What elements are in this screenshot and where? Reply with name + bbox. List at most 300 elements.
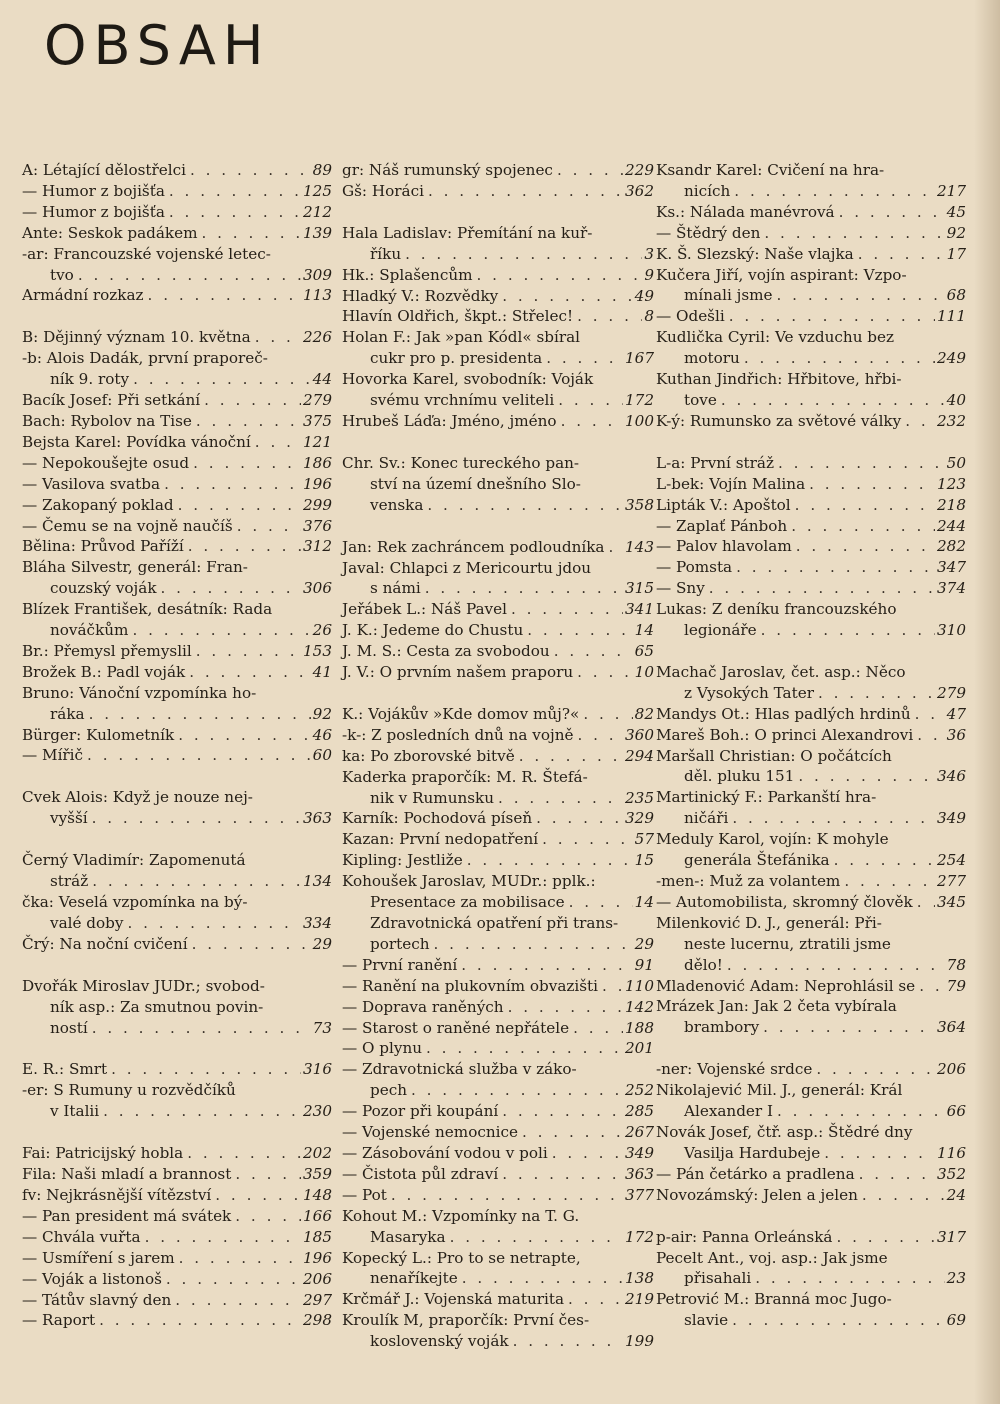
entry-line	[656, 725, 966, 746]
leader-dots	[830, 850, 935, 871]
page-number: 279	[937, 683, 966, 702]
page-number: 46	[312, 725, 332, 744]
entry-line	[656, 495, 966, 516]
entry-text: brambory	[684, 1018, 760, 1037]
entry-line	[656, 1310, 966, 1331]
leader-dots	[855, 1164, 935, 1185]
entry-text: Černý Vladimír: Zapomenutá	[22, 851, 246, 870]
page-number: 212	[303, 202, 332, 221]
leader-dots	[523, 620, 632, 641]
index-entry	[342, 871, 654, 892]
index-entry	[342, 265, 654, 286]
entry-line	[656, 516, 966, 537]
entry-line	[22, 432, 332, 453]
entry-text: — Palov hlavolam	[656, 537, 792, 556]
leader-dots	[185, 662, 310, 683]
entry-line	[22, 1101, 332, 1122]
entry-line	[22, 1185, 332, 1206]
entry-text: K. Š. Slezský: Naše vlajka	[656, 244, 854, 263]
leader-dots	[188, 934, 311, 955]
entry-text: Milenković D. J., generál: Při-	[656, 913, 882, 932]
entry-line	[22, 285, 332, 306]
entry-text: Hrubeš Láďa: Jméno, jméno	[342, 411, 557, 430]
entry-text: koslovenský voják	[370, 1332, 509, 1351]
entry-line	[342, 286, 654, 307]
entry-text: nováčkům	[50, 621, 129, 640]
entry-line	[342, 306, 654, 327]
page-number: 196	[303, 474, 332, 493]
leader-dots	[123, 913, 301, 934]
entry-text: — Tátův slavný den	[22, 1290, 172, 1309]
entry-text: ničáři	[684, 809, 729, 828]
leader-dots	[88, 871, 301, 892]
index-entry	[656, 662, 966, 704]
entry-text: Maršall Christian: O počátcích	[656, 746, 892, 765]
index-entry	[342, 641, 654, 662]
entry-text: Hladký V.: Rozvědky	[342, 286, 499, 305]
entry-text: svému vrchnímu veliteli	[370, 391, 555, 410]
entry-text: Javal: Chlapci z Mericourtu jdou	[342, 558, 592, 577]
entry-line	[342, 1289, 654, 1310]
entry-text: vyšší	[50, 809, 88, 828]
entry-text: — Sny	[656, 579, 705, 598]
leader-dots	[192, 411, 301, 432]
entry-text: — Humor z bojišťa	[22, 202, 165, 221]
entry-line	[22, 892, 332, 913]
index-entry	[656, 244, 966, 265]
page-number: 10	[634, 663, 654, 682]
page-number: 26	[312, 621, 332, 640]
entry-line	[342, 1122, 654, 1143]
entry-text: — Pan president má svátek	[22, 1206, 232, 1225]
entry-text: Armádní rozkaz	[22, 286, 144, 305]
index-entry	[22, 1227, 332, 1248]
section-gap	[22, 955, 332, 976]
index-entry	[342, 829, 654, 850]
leader-dots	[183, 1143, 301, 1164]
entry-line	[656, 160, 966, 181]
page-number: 375	[303, 411, 332, 430]
index-entry	[656, 516, 966, 537]
entry-line	[342, 1038, 654, 1059]
entry-text: Brožek B.: Padl voják	[22, 662, 186, 681]
entry-text: Črý: Na noční cvičení	[22, 934, 188, 953]
index-entry	[342, 411, 654, 432]
entry-text: B: Dějinný význam 10. května	[22, 328, 251, 347]
entry-text: Ante: Seskok padákem	[22, 223, 198, 242]
entry-line	[656, 369, 966, 390]
entry-line	[342, 850, 654, 871]
entry-text: -er: S Rumuny u rozvědčíků	[22, 1081, 236, 1100]
index-entry	[342, 1101, 654, 1122]
page-number: 341	[625, 600, 654, 619]
leader-dots	[231, 1164, 301, 1185]
index-entry	[22, 390, 332, 411]
entry-text: Chr. Sv.: Konec tureckého pan-	[342, 453, 580, 472]
index-entry	[656, 453, 966, 474]
entry-text: — Usmíření s jarem	[22, 1248, 175, 1267]
entry-text: Lukas: Z deníku francouzského	[656, 600, 897, 619]
index-entry	[342, 725, 654, 746]
index-entry	[656, 495, 966, 516]
entry-line	[656, 557, 966, 578]
entry-text: Bürger: Kulometník	[22, 725, 175, 744]
index-entry	[342, 767, 654, 809]
entry-text: venska	[370, 495, 424, 514]
page-number: 294	[625, 746, 654, 765]
index-entry	[342, 955, 654, 976]
page-number: 346	[937, 767, 966, 786]
leader-dots	[723, 955, 945, 976]
index-entry	[342, 1289, 654, 1310]
leader-dots	[579, 704, 632, 725]
index-entry	[656, 1164, 966, 1185]
page-number: 186	[303, 453, 332, 472]
leader-dots	[751, 1268, 944, 1289]
entry-line	[22, 745, 332, 766]
entry-text: tove	[684, 390, 717, 409]
entry-line	[342, 913, 654, 934]
index-entry	[656, 1289, 966, 1331]
entry-line	[22, 1080, 332, 1101]
entry-line	[22, 725, 332, 746]
leader-dots	[569, 1018, 623, 1039]
leader-dots	[548, 1143, 623, 1164]
index-entry	[22, 1269, 332, 1290]
page-number: 254	[937, 851, 966, 870]
page-number: 57	[634, 830, 654, 849]
page-number: 188	[625, 1018, 654, 1037]
leader-dots	[175, 1248, 301, 1269]
leader-dots	[538, 829, 633, 850]
entry-text: Pecelt Ant., voj. asp.: Jak jsme	[656, 1248, 888, 1267]
entry-text: — Chvála vuřta	[22, 1227, 141, 1246]
entry-text: gr: Náš rumunský spojenec	[342, 161, 553, 179]
entry-text: — Pán četárko a pradlena	[656, 1164, 855, 1183]
entry-text: -b: Alois Dadák, první praporeč-	[22, 349, 268, 368]
entry-text: K-ý: Rumunsko za světové války	[656, 411, 902, 430]
page-number: 14	[634, 893, 654, 912]
entry-text: z Vysokých Tater	[684, 683, 814, 702]
entry-line	[656, 1059, 966, 1080]
index-column-1	[22, 160, 332, 1331]
entry-line	[656, 746, 966, 767]
page-number: 232	[937, 411, 966, 430]
entry-line	[656, 181, 966, 202]
entry-text: Jan: Rek zachráncem podloudníka	[342, 537, 605, 556]
entry-line	[22, 871, 332, 892]
leader-dots	[107, 1059, 301, 1080]
entry-text: J. K.: Jedeme do Chustu	[342, 621, 524, 640]
entry-text: Mandys Ot.: Hlas padlých hrdinů	[656, 704, 911, 723]
page-number: 47	[946, 704, 966, 723]
page-number: 66	[946, 1102, 966, 1121]
leader-dots	[88, 1018, 311, 1039]
index-entry	[342, 913, 654, 955]
page-edge-shadow	[974, 0, 1000, 1404]
entry-line	[22, 202, 332, 223]
entry-line	[342, 746, 654, 767]
entry-text: Hovorka Karel, svobodník: Voják	[342, 370, 594, 389]
leader-dots	[507, 599, 623, 620]
entry-line	[342, 1248, 654, 1269]
entry-text: generála Štefánika	[684, 851, 830, 870]
leader-dots	[840, 871, 935, 892]
index-entry	[342, 746, 654, 767]
index-entry	[22, 1080, 332, 1122]
index-entry	[22, 976, 332, 1039]
leader-dots	[728, 808, 935, 829]
leader-dots	[598, 976, 623, 997]
entry-text: stráž	[50, 872, 89, 891]
entry-text: Alexander I	[684, 1102, 774, 1121]
entry-text: v Italii	[50, 1102, 100, 1121]
leader-dots	[192, 641, 301, 662]
entry-text: Kučera Jiří, vojín aspirant: Vzpo-	[656, 265, 907, 284]
entry-line	[22, 787, 332, 808]
entry-text: Jeřábek L.: Náš Pavel	[342, 600, 507, 619]
leader-dots	[407, 1080, 623, 1101]
entry-line	[342, 1143, 654, 1164]
entry-text: valé doby	[50, 913, 124, 932]
entry-text: fv: Nejkrásnější vítězství	[22, 1185, 212, 1204]
leader-dots	[162, 1269, 301, 1290]
leader-dots	[730, 181, 935, 202]
entry-text: — Doprava raněných	[342, 997, 504, 1016]
leader-dots	[573, 306, 642, 327]
entry-line	[656, 850, 966, 871]
entry-line	[656, 327, 966, 348]
entry-line	[22, 1310, 332, 1331]
entry-line	[22, 348, 332, 369]
page-number: 244	[937, 516, 966, 535]
entry-text: Holan F.: Jak »pan Kódl« sbíral	[342, 328, 581, 347]
entry-line	[656, 223, 966, 244]
entry-line	[342, 327, 654, 348]
entry-line	[342, 1164, 654, 1185]
entry-text: L-bek: Vojín Malina	[656, 474, 806, 493]
entry-line	[656, 704, 966, 725]
entry-text: — Vasilova svatba	[22, 474, 161, 493]
leader-dots	[901, 411, 935, 432]
leader-dots	[553, 160, 623, 181]
page-number: 36	[946, 725, 966, 744]
entry-line	[22, 1143, 332, 1164]
index-entry	[22, 348, 332, 390]
page-number: 50	[946, 453, 966, 472]
entry-line	[342, 997, 654, 1018]
leader-dots	[463, 850, 633, 871]
entry-line	[342, 1331, 654, 1352]
entry-line	[656, 996, 966, 1017]
leader-dots	[604, 537, 623, 558]
leader-dots	[423, 495, 623, 516]
leader-dots	[99, 1101, 301, 1122]
section-gap	[656, 641, 966, 662]
leader-dots	[446, 1227, 623, 1248]
page-number: 143	[625, 537, 654, 556]
page-number: 306	[303, 579, 332, 598]
page-number: 65	[634, 642, 654, 661]
entry-line	[656, 578, 966, 599]
page-number: 14	[634, 621, 654, 640]
entry-line	[656, 1227, 966, 1248]
index-entry	[22, 223, 332, 244]
entry-line	[342, 223, 654, 244]
entry-text: s námi	[370, 579, 421, 598]
entry-line	[22, 369, 332, 390]
index-entry	[656, 704, 966, 725]
entry-text: — Štědrý den	[656, 223, 761, 242]
page-number: 352	[937, 1164, 966, 1183]
index-entry	[22, 285, 332, 306]
entry-text: čka: Veselá vzpomínka na bý-	[22, 893, 248, 911]
index-entry	[22, 641, 332, 662]
index-entry	[22, 725, 332, 746]
page-number: 172	[625, 391, 654, 410]
page-number: 24	[946, 1185, 966, 1204]
page-number: 153	[303, 641, 332, 660]
index-entry	[656, 327, 966, 369]
leader-dots	[401, 244, 642, 265]
entry-line	[22, 557, 332, 578]
entry-text: Bělina: Průvod Paříží	[22, 537, 184, 556]
entry-line	[656, 766, 966, 787]
index-entry	[342, 558, 654, 600]
leader-dots	[812, 1059, 935, 1080]
entry-line	[22, 1248, 332, 1269]
leader-dots	[421, 578, 623, 599]
index-entry	[22, 1290, 332, 1311]
index-entry	[22, 934, 332, 955]
entry-text: ník 9. roty	[50, 370, 130, 389]
leader-dots	[725, 306, 935, 327]
page-number: 202	[303, 1144, 332, 1163]
index-entry	[22, 1206, 332, 1227]
entry-line	[342, 767, 654, 788]
page-number: 116	[937, 1143, 966, 1162]
leader-dots	[740, 348, 935, 369]
leader-dots	[791, 495, 935, 516]
leader-dots	[792, 536, 935, 557]
entry-line	[22, 641, 332, 662]
entry-line	[342, 1018, 654, 1039]
index-entry	[342, 1059, 654, 1101]
page-number: 166	[303, 1206, 332, 1225]
entry-text: — Čemu se na vojně naučíš	[22, 516, 233, 535]
entry-line	[342, 662, 654, 683]
entry-text: Kuthan Jindřich: Hřbitove, hřbi-	[656, 370, 902, 389]
entry-line	[656, 1080, 966, 1101]
page-number: 349	[625, 1143, 654, 1162]
leader-dots	[759, 1017, 935, 1038]
index-entry	[656, 411, 966, 432]
index-entry	[342, 620, 654, 641]
entry-line	[342, 788, 654, 809]
entry-line	[22, 1059, 332, 1080]
leader-dots	[422, 1038, 623, 1059]
leader-dots	[251, 327, 301, 348]
index-entry	[342, 704, 654, 725]
entry-line	[342, 1101, 654, 1122]
entry-text: tvo	[50, 265, 74, 284]
page-number: 134	[303, 872, 332, 891]
entry-line	[342, 955, 654, 976]
index-entry	[22, 1185, 332, 1206]
entry-line	[656, 202, 966, 223]
index-entry	[342, 892, 654, 913]
entry-text: -ar: Francouzské vojenské letec-	[22, 244, 271, 263]
leader-dots	[129, 369, 311, 390]
leader-dots	[85, 704, 311, 725]
section-gap	[656, 1206, 966, 1227]
page-number: 201	[625, 1039, 654, 1058]
entry-line	[22, 390, 332, 411]
entry-line	[342, 620, 654, 641]
page-number: 312	[303, 537, 332, 556]
page-number: 206	[303, 1269, 332, 1288]
leader-dots	[532, 808, 623, 829]
leader-dots	[473, 265, 643, 286]
leader-dots	[565, 892, 633, 913]
entry-line	[656, 348, 966, 369]
page-number: 249	[937, 349, 966, 368]
entry-line	[656, 1268, 966, 1289]
entry-text: Novák Josef, čtř. asp.: Štědré dny	[656, 1122, 913, 1141]
entry-text: — Vojenské nemocnice	[342, 1123, 518, 1142]
leader-dots	[911, 704, 945, 725]
entry-text: ností	[50, 1018, 88, 1037]
index-entry	[656, 913, 966, 976]
entry-line	[656, 1122, 966, 1143]
index-entry	[342, 1248, 654, 1290]
entry-line	[22, 474, 332, 495]
leader-dots	[557, 411, 623, 432]
entry-line	[342, 537, 654, 558]
entry-text: nik v Rumunsku	[370, 788, 495, 807]
entry-line	[22, 704, 332, 725]
entry-text: J. M. S.: Cesta za svobodou	[342, 642, 550, 661]
entry-text: — Nepokoušejte osud	[22, 453, 190, 472]
entry-text: Gš: Horáci	[342, 181, 424, 200]
entry-line	[656, 913, 966, 934]
entry-text: neste lucernu, ztratili jsme	[684, 934, 891, 953]
leader-dots	[189, 453, 301, 474]
index-entry	[342, 1143, 654, 1164]
entry-line	[656, 934, 966, 955]
index-entry	[656, 892, 966, 913]
entry-line	[656, 1101, 966, 1122]
page-number: 360	[625, 725, 654, 744]
page-number: 362	[625, 181, 654, 200]
entry-line	[656, 536, 966, 557]
leader-dots	[233, 516, 301, 537]
index-entry	[656, 1059, 966, 1080]
index-entry	[656, 1248, 966, 1290]
entry-text: ka: Po zborovské bitvě	[342, 746, 515, 765]
entry-text: Hk.: Splašencům	[342, 265, 473, 284]
page-number: 68	[946, 286, 966, 305]
entry-line	[22, 1290, 332, 1311]
entry-text: Kaderka praporčík: M. R. Štefá-	[342, 767, 588, 786]
leader-dots	[141, 1227, 301, 1248]
leader-dots	[160, 474, 301, 495]
leader-dots	[184, 536, 301, 557]
index-entry	[22, 599, 332, 641]
page-number: 185	[303, 1227, 332, 1246]
entry-line	[342, 871, 654, 892]
index-entry	[656, 265, 966, 307]
